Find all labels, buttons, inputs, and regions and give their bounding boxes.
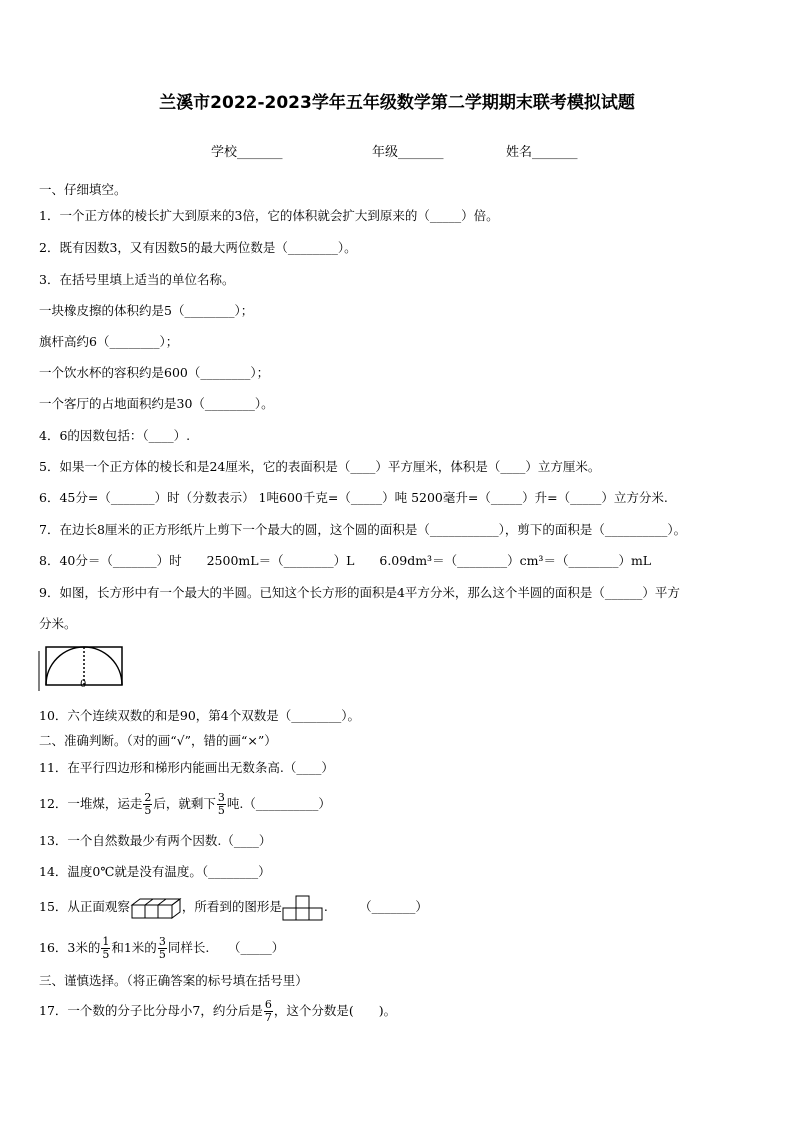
- question-9-line-1: 9．如图，长方形中有一个最大的半圆。已知这个长方形的面积是4平方分米，那么这个半圆的面积是（______）平方: [39, 585, 680, 600]
- frac-numerator: 3: [217, 791, 225, 804]
- front-view-icon: [282, 895, 324, 921]
- question-10: 10．六个连续双数的和是90，第4个双数是（________）。: [39, 708, 361, 723]
- question-3b: 旗杆高约6（________）；: [39, 334, 179, 349]
- question-3c: 一个饮水杯的容积约是600（________）；: [39, 365, 270, 380]
- fraction-6-7: [264, 999, 273, 1024]
- question-11: 11．在平行四边形和梯形内能画出无数条高.（____）: [39, 760, 334, 775]
- question-1: 1．一个正方体的棱长扩大到原来的3倍，它的体积就会扩大到原来的（_____）倍。: [39, 208, 499, 223]
- question-2: 2．既有因数3，又有因数5的最大两位数是（________）。: [39, 240, 357, 255]
- section-3-heading: 三、谨慎选择。（将正确答案的标号填在括号里）: [39, 973, 308, 988]
- question-3d: 一个客厅的占地面积约是30（________）。: [39, 396, 274, 411]
- frac-denominator: 5: [144, 804, 152, 817]
- q17-text-pre: 17．一个数的分子比分母小7，约分后是: [39, 1003, 263, 1018]
- fraction-3-5: [217, 792, 226, 817]
- frac-numerator: 6: [264, 998, 272, 1011]
- q12-text-pre: 12．一堆煤，运走: [39, 796, 143, 811]
- grade-field: 年级_______: [372, 145, 444, 160]
- q17-text-post: ，这个分数是( )。: [273, 1003, 397, 1018]
- q15-text-pre: 15．从正面观察: [39, 899, 130, 914]
- frac-denominator: 5: [158, 948, 166, 961]
- q16-text-mid: 和1米的: [111, 940, 157, 955]
- page-title: 兰溪市2022-2023学年五年级数学第二学期期末联考模拟试题: [159, 93, 635, 113]
- fraction-3-5: [158, 936, 167, 961]
- q16-text-post: 同样长. （_____）: [167, 940, 285, 955]
- section-2-heading: 二、准确判断。（对的画“√”，错的画“×”）: [39, 733, 277, 748]
- question-14: 14．温度0℃就是没有温度。（________）: [39, 864, 271, 879]
- figure-label-o: 0: [80, 679, 87, 690]
- question-13: 13．一个自然数最少有两个因数.（____）: [39, 833, 272, 848]
- question-8: 8．40分＝（_______）时 2500mL＝（________）L 6.09dm³＝（________）cm³＝（________）mL: [39, 553, 652, 568]
- frac-numerator: 1: [102, 935, 110, 948]
- question-5: 5．如果一个正方体的棱长和是24厘米，它的表面积是（____）平方厘米，体积是（____）立方厘米。: [39, 459, 601, 474]
- question-16: [39, 932, 284, 964]
- question-4: 4．6的因数包括：（____）.: [39, 428, 191, 443]
- frac-denominator: 5: [217, 804, 225, 817]
- name-field: 姓名_______: [506, 145, 578, 160]
- cuboid-stack-icon: [130, 895, 182, 921]
- frac-numerator: 2: [144, 791, 152, 804]
- question-3: 3．在括号里填上适当的单位名称。: [39, 272, 235, 287]
- q12-text-post: 吨.（__________）: [226, 796, 331, 811]
- question-6: 6．45分=（_______）时（分数表示） 1吨600千克=（_____）吨 5200毫升=（_____）升=（_____）立方分米.: [39, 490, 668, 505]
- q15-text-post: . （_______）: [323, 899, 428, 914]
- frac-denominator: 5: [102, 948, 110, 961]
- fraction-1-5: [101, 936, 110, 961]
- school-field: 学校_______: [211, 145, 283, 160]
- question-9-line-2: 分米。: [39, 616, 77, 631]
- question-7: 7．在边长8厘米的正方形纸片上剪下一个最大的圆，这个圆的面积是（___________），剪下的面积是（__________）。: [39, 522, 687, 537]
- frac-denominator: 7: [264, 1011, 272, 1024]
- q15-text-mid: ，所看到的图形是: [181, 899, 282, 914]
- question-3a: 一块橡皮擦的体积约是5（________）；: [39, 303, 254, 318]
- q12-text-mid: 后，就剩下: [153, 796, 216, 811]
- fraction-2-5: [143, 792, 152, 817]
- question-12: [39, 788, 331, 820]
- q16-text-pre: 16．3米的: [39, 940, 101, 955]
- section-1-heading: 一、仔细填空。: [39, 182, 127, 197]
- frac-numerator: 3: [158, 935, 166, 948]
- semicircle-figure: [38, 645, 126, 693]
- question-17: [39, 995, 396, 1027]
- question-15: [39, 894, 428, 921]
